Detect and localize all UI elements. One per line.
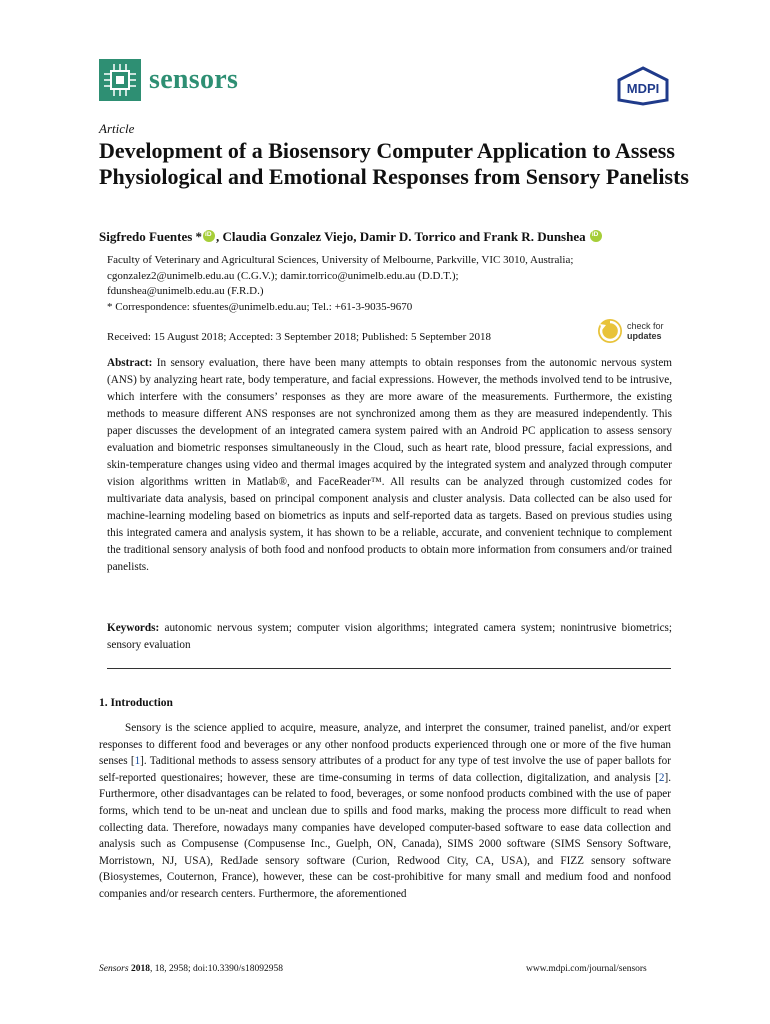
check-for-updates-button[interactable]: [597, 318, 664, 344]
intro-text: ]. Furthermore, other disadvantages can be related to food, beverages, or some nonfood products combined with the use of paper forms, which tend to be un-neat and unclean due to spills and food marks, making the process more difficult to read when collecting data. Therefore, nowadays many companies have developed computer-based software to ease data collection and analysis such as Compusense (Compusense Inc., Guelph, ON, Canada), SIMS 2000 software (SIMS Sensory Software, Morristown, NJ, USA), RedJade sensory software (Curion, Redwood City, CA, USA), and FIZZ sensory software (Biosystemes, Couternon, France), however, these can be cost-prohibitive for many small and medium food and nonfood companies and/or research centers. Furthermore, the aforementioned: [99, 771, 671, 900]
citation-link[interactable]: 1: [134, 755, 141, 768]
check-updates-line2: updates: [627, 331, 662, 341]
section-heading: 1. Introduction: [99, 697, 173, 709]
check-updates-icon: [597, 318, 623, 344]
keywords-text: autonomic nervous system; computer vision algorithms; integrated camera system; nonintrusive biometrics; sensory evaluation: [107, 622, 673, 651]
keywords-label: Keywords:: [107, 622, 160, 634]
author-name: Sigfredo Fuentes *: [99, 229, 203, 244]
orcid-icon[interactable]: [590, 230, 602, 242]
abstract: [107, 355, 672, 576]
publication-history: Received: 15 August 2018; Accepted: 3 September 2018; Published: 5 September 2018: [107, 331, 492, 343]
publisher-name: MDPI: [626, 81, 660, 96]
keywords: [107, 620, 672, 654]
correspondence: * Correspondence: sfuentes@unimelb.edu.au; Tel.: +61-3-9035-9670: [107, 300, 413, 313]
article-title: Development of a Biosensory Computer Application to Assess Physiological and Emotional Responses from Sensory Panelists: [99, 138, 689, 189]
chip-icon: [99, 59, 141, 101]
journal-name: sensors: [149, 64, 239, 95]
abstract-text: In sensory evaluation, there have been many attempts to obtain responses from the autonomic nervous system (ANS) by analyzing heart rate, body temperature, and facial expressions. However, the methods involved tend to be intrusive, which interfere with the consumers’ responses as they are more aware of the measurements. Furthermore, the existing methods to measure different ANS responses are not synchronized among them as they are measured independently. This paper discusses the development of an integrated camera system paired with an Android PC application to assess sensory evaluation and biometric responses simultaneously in the Cloud, such as heart rate, blood pressure, facial expressions, and skin-temperature changes using video and thermal images acquired by the integrated system and analyzed through computer vision algorithms written in Matlab®, and FaceReader™. All results can be analyzed through customized codes for multivariate data analysis, based on principal component analysis and cluster analysis. Data collected can be also used for machine-learning modeling based on biometrics as inputs and self-reported data as targets. Based on previous studies using this integrated camera and analysis system, it has shown to be a reliable, accurate, and convenient technique to complement the traditional sensory analysis of both food and nonfood products to obtain more information from consumers and/or trained panelists.: [107, 357, 672, 573]
intro-paragraph: [99, 720, 671, 903]
affiliation-line: Faculty of Veterinary and Agricultural Sciences, University of Melbourne, Parkville, VIC 3010, Australia;: [107, 254, 574, 266]
check-updates-label: [627, 321, 664, 341]
abstract-label: Abstract:: [107, 357, 153, 369]
intro-text: ]. Taditional methods to assess sensory attributes of a product for any type of test involve the use of paper ballots for self-reported questionaires; however, these are time-consuming in terms of data collection, digitalization, and analysis [: [99, 755, 671, 784]
footer-citation: [99, 964, 283, 974]
intro-text: Sensory is the science applied to acquire, measure, analyze, and interpret the consumer, trained panelist, and/or expert responses to different food and beverages or any other nonfood products experienced through one or more of the five human senses [: [99, 722, 671, 768]
affiliation-emails: fdunshea@unimelb.edu.au (F.R.D.): [107, 285, 264, 297]
affiliation-emails: cgonzalez2@unimelb.edu.au (C.G.V.); damir.torrico@unimelb.edu.au (D.D.T.);: [107, 269, 459, 282]
footer-url[interactable]: www.mdpi.com/journal/sensors: [526, 964, 647, 974]
author-names: , Claudia Gonzalez Viejo, Damir D. Torrico and Frank R. Dunshea: [216, 229, 586, 244]
journal-logo[interactable]: [99, 59, 238, 101]
divider: [107, 668, 671, 669]
article-type: Article: [99, 121, 135, 136]
mdpi-logo[interactable]: [615, 66, 671, 106]
footer-journal: Sensors: [99, 964, 129, 974]
citation-link[interactable]: 2: [658, 771, 665, 784]
footer-doi: , 18, 2958; doi:10.3390/s18092958: [149, 964, 283, 974]
orcid-icon[interactable]: [203, 230, 215, 242]
affiliations: [107, 253, 677, 315]
footer-year: 2018: [130, 964, 150, 974]
check-updates-line1: check for: [627, 321, 664, 331]
author-list: [99, 229, 679, 245]
